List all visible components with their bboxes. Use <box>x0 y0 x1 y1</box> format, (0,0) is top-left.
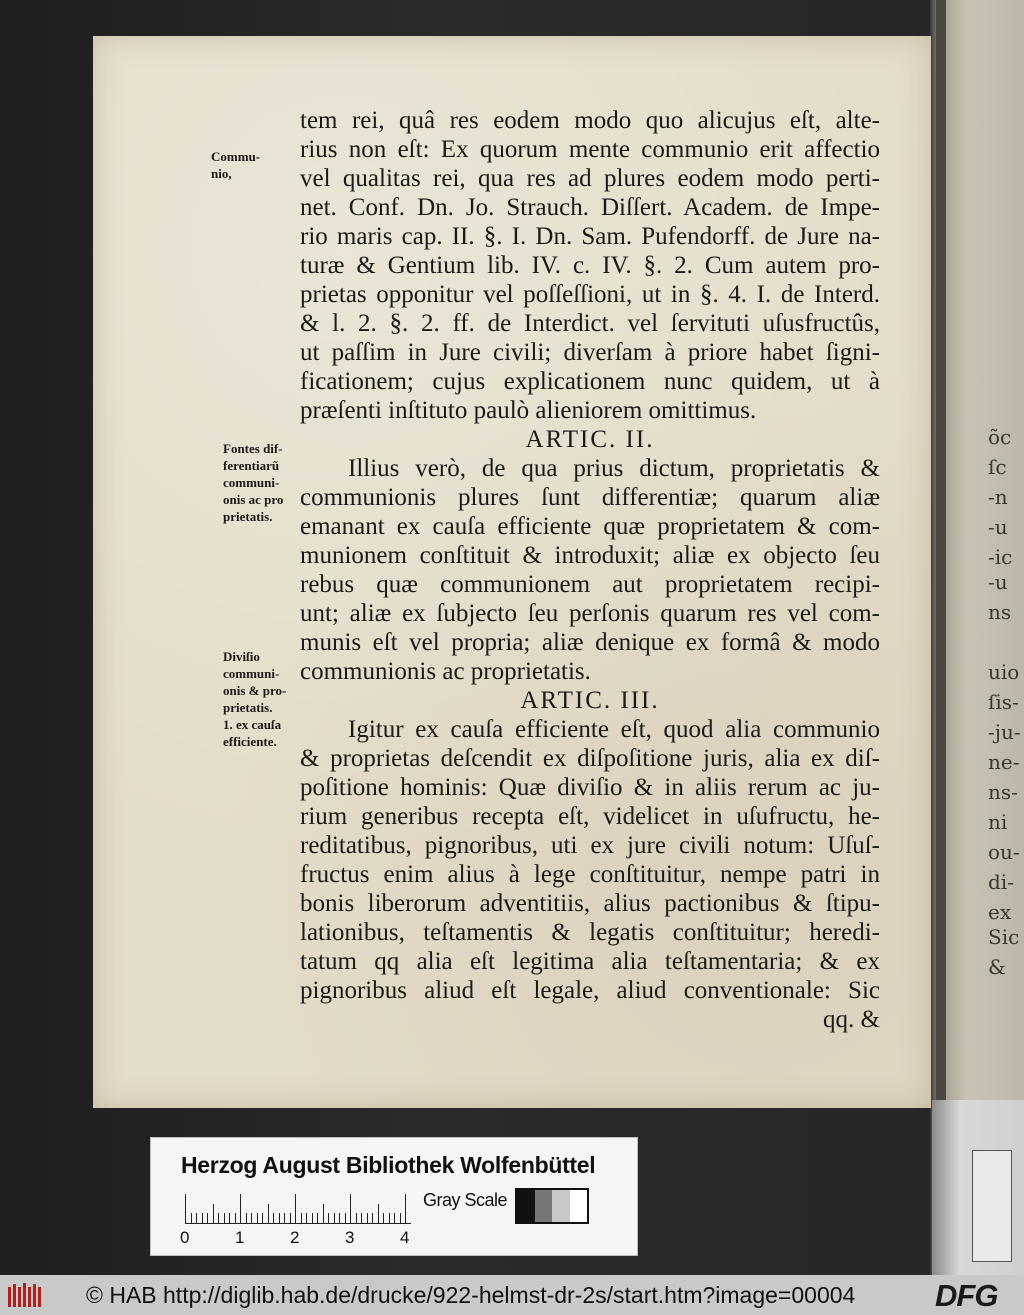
ruler-tick <box>383 1213 384 1224</box>
adjacent-text-fragment: -u <box>988 570 1008 594</box>
ruler-tick <box>268 1204 269 1224</box>
viewer-footer <box>0 1275 1024 1315</box>
margin-note-line: communi- <box>223 475 280 490</box>
gray-scale-swatches <box>515 1188 589 1224</box>
adjacent-text-fragment: ſc <box>988 455 1007 479</box>
ruler-tick <box>279 1213 280 1224</box>
measurement-ruler <box>185 1192 417 1224</box>
article-heading: ARTIC. II. <box>525 426 655 453</box>
text-line: turæ & Gentium lib. IV. c. IV. §. 2. Cum autem pro- <box>300 252 880 279</box>
ruler-tick <box>361 1213 362 1224</box>
adjacent-text-fragment: ns <box>988 600 1012 624</box>
article-heading: ARTIC. III. <box>520 687 660 714</box>
ruler-tick <box>378 1204 379 1224</box>
margin-note-line: onis ac pro <box>223 492 284 507</box>
ruler-tick <box>350 1194 351 1224</box>
book-page <box>93 36 931 1108</box>
text-line: tatum qq alia eſt legitima alia teſtamentaria; & ex <box>300 948 880 975</box>
adjacent-text-fragment: -u <box>988 515 1008 539</box>
margin-note-line: prietatis. <box>223 700 273 715</box>
library-name: Herzog August Bibliothek Wolfenbüttel <box>181 1152 596 1178</box>
page-gutter <box>936 0 946 1275</box>
source-link[interactable]: © HAB http://diglib.hab.de/drucke/922-helmst-dr-2s/start.htm?image=00004 <box>86 1282 856 1308</box>
ruler-number: 0 <box>180 1228 190 1247</box>
text-line: prietas opponitur vel poſſeſſioni, ut in §. 4. I. de Interd. <box>300 281 880 308</box>
text-line: ficationem; cujus explicationem nunc quidem, ut à <box>300 368 880 395</box>
text-line: pignoribus aliud eſt legale, aliud conventionale: Sic <box>300 977 880 1004</box>
adjacent-text-fragment: ns- <box>988 780 1018 804</box>
ruler-tick <box>202 1213 203 1224</box>
gray-swatch <box>570 1190 588 1222</box>
text-line: communionis plures ſunt differentiæ; quarum aliæ <box>300 484 880 511</box>
ruler-tick <box>257 1213 258 1224</box>
ruler-tick <box>235 1213 236 1224</box>
margin-note-divisio <box>223 648 303 750</box>
gray-swatch <box>535 1190 553 1222</box>
margin-note-line: Commu- <box>211 149 261 164</box>
ruler-tick <box>284 1213 285 1224</box>
adjacent-text-fragment: õc <box>988 425 1012 449</box>
ruler-number: 1 <box>235 1228 245 1247</box>
text-line: lationibus, teſtamentis & legatis conſtituitur; heredi- <box>300 919 880 946</box>
text-line: rius non eſt: Ex quorum mente communio erit affectio <box>300 136 880 163</box>
text-line: poſitione hominis: Quæ diviſio & in aliis rerum ac ju- <box>300 774 880 801</box>
ruler-tick <box>295 1194 296 1224</box>
adjacent-text-fragment: -ic <box>988 545 1013 569</box>
adjacent-page-lower <box>932 1100 1024 1275</box>
ruler-tick <box>345 1213 346 1224</box>
ruler-tick <box>317 1213 318 1224</box>
ruler-tick <box>290 1213 291 1224</box>
ruler-tick <box>306 1213 307 1224</box>
shelf-tag <box>972 1150 1012 1262</box>
ruler-tick <box>405 1194 406 1224</box>
text-line: Igitur ex cauſa efficiente eſt, quod alia communio <box>348 716 880 743</box>
text-line: rio maris cap. II. §. I. Dn. Sam. Pufendorff. de Jure na- <box>300 223 880 250</box>
margin-note-line: nio, <box>211 166 232 181</box>
ruler-tick <box>229 1213 230 1224</box>
adjacent-text-fragment: -n <box>988 485 1008 509</box>
margin-note-line: ferentiarũ <box>223 458 280 473</box>
dfg-logo: DFG <box>935 1278 998 1313</box>
ruler-tick <box>218 1213 219 1224</box>
text-line: reditatibus, pignoribus, uti ex jure civili notum: Uſuſ- <box>300 832 880 859</box>
text-line: net. Conf. Dn. Jo. Strauch. Diſſert. Academ. de Impe- <box>300 194 880 221</box>
adjacent-text-fragment: ex <box>988 900 1012 924</box>
ruler-number: 3 <box>345 1228 355 1247</box>
ruler-tick <box>196 1213 197 1224</box>
margin-note-line: Diviſio <box>223 649 260 664</box>
ruler-tick <box>301 1213 302 1224</box>
adjacent-text-fragment: ſis- <box>988 690 1019 714</box>
text-line: & proprietas deſcendit ex diſpoſitione juris, alia ex diſ- <box>300 745 880 772</box>
adjacent-text-fragment: Sic <box>988 925 1020 949</box>
text-line: munionem conſtituit & introduxit; aliæ ex objecto ſeu <box>300 542 880 569</box>
margin-note-communio <box>211 148 291 182</box>
adjacent-text-fragment: & <box>988 955 1006 979</box>
ruler-tick <box>323 1204 324 1224</box>
margin-note-fontes <box>223 440 303 525</box>
text-line: rebus quæ communionem aut proprietatem recipi- <box>300 571 880 598</box>
ruler-tick <box>262 1213 263 1224</box>
text-line: communionis ac proprietatis. <box>300 658 591 685</box>
ruler-tick <box>240 1194 241 1224</box>
hab-logo-icon <box>6 1281 46 1309</box>
gray-swatch <box>552 1190 570 1222</box>
adjacent-text-fragment: uio <box>988 660 1020 684</box>
adjacent-text-fragment: ni <box>988 810 1008 834</box>
library-color-card <box>150 1137 638 1256</box>
margin-note-line: onis & pro- <box>223 683 287 698</box>
adjacent-text-fragment: ne- <box>988 750 1020 774</box>
text-line: emanant ex cauſa efficiente quæ proprietatem & com- <box>300 513 880 540</box>
ruler-tick <box>334 1213 335 1224</box>
text-line: rium generibus recepta eſt, videlicet in uſufructu, he- <box>300 803 880 830</box>
ruler-tick <box>246 1213 247 1224</box>
ruler-tick <box>339 1213 340 1224</box>
ruler-tick <box>367 1213 368 1224</box>
text-line: & l. 2. §. 2. ff. de Interdict. vel ſervituti uſusfructûs, <box>300 310 880 337</box>
margin-note-line: efficiente. <box>223 734 277 749</box>
text-line: Illius verò, de qua prius dictum, proprietatis & <box>348 455 880 482</box>
text-line: vel qualitas rei, qua res ad plures eodem modo perti- <box>300 165 880 192</box>
ruler-tick <box>191 1213 192 1224</box>
ruler-tick <box>207 1213 208 1224</box>
text-line: præſenti inſtituto paulò alieniorem omittimus. <box>300 397 757 424</box>
ruler-tick <box>394 1213 395 1224</box>
text-line: bonis liberorum adventitiis, alius pactionibus & ſtipu- <box>300 890 880 917</box>
text-line: qq. & <box>823 1006 880 1033</box>
text-line: munis eſt vel propria; aliæ denique ex formâ & modo <box>300 629 880 656</box>
ruler-tick <box>372 1213 373 1224</box>
text-line: fructus enim alius à lege conſtituitur, nempe patri in <box>300 861 880 888</box>
gray-swatch <box>517 1190 535 1222</box>
ruler-tick <box>400 1213 401 1224</box>
ruler-tick <box>213 1204 214 1224</box>
ruler-number: 4 <box>400 1228 410 1247</box>
margin-note-line: prietatis. <box>223 509 273 524</box>
ruler-tick <box>328 1213 329 1224</box>
ruler-tick <box>389 1213 390 1224</box>
adjacent-text-fragment: -ju- <box>988 720 1021 744</box>
adjacent-text-fragment: ou- <box>988 840 1020 864</box>
adjacent-text-fragment: di- <box>988 870 1014 894</box>
ruler-tick <box>251 1213 252 1224</box>
margin-note-line: 1. ex cauſa <box>223 717 282 732</box>
ruler-tick <box>185 1194 186 1224</box>
text-line: ut paſſim in Jure civili; diverſam à priore habet ſigni- <box>300 339 880 366</box>
ruler-tick <box>312 1213 313 1224</box>
margin-note-line: Fontes dif- <box>223 441 283 456</box>
ruler-number: 2 <box>290 1228 300 1247</box>
gray-scale-label: Gray Scale <box>423 1190 508 1210</box>
ruler-tick <box>273 1213 274 1224</box>
text-line: tem rei, quâ res eodem modo quo alicujus eſt, alte- <box>300 107 880 134</box>
page-body-text <box>300 106 880 1034</box>
ruler-tick <box>356 1213 357 1224</box>
margin-note-line: communi- <box>223 666 280 681</box>
text-line: unt; aliæ ex ſubjecto ſeu perſonis quarum res vel com- <box>300 600 880 627</box>
ruler-tick <box>224 1213 225 1224</box>
